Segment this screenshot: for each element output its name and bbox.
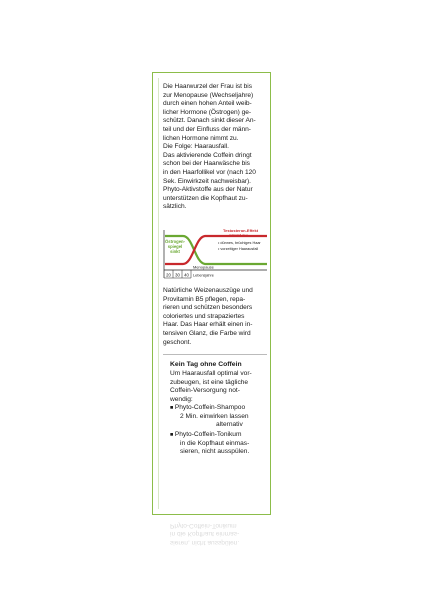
panel-fold-line (158, 78, 159, 509)
bullet-line: sieren, nicht ausspülen. (180, 448, 250, 456)
bullet-line: ■ Phyto-Coffein-Shampoo (170, 404, 246, 411)
reflection-line: in die Kopfhaut einmas- (170, 530, 240, 538)
age-30: 30 (175, 272, 180, 278)
bullet-square-icon: ■ (170, 432, 175, 438)
testosterone-title-1: Testosteron-Effekt (223, 228, 259, 233)
intro-line: Die Haarwurzel der Frau ist bis (163, 83, 252, 90)
age-unit: Lebensjahre (193, 273, 214, 278)
care-line: geschont. (163, 338, 192, 346)
intro-paragraph (163, 83, 267, 212)
effect-item-1: • dünnes, brüchiges Haar (218, 241, 261, 245)
bullet-line: in die Kopfhaut einmas- (180, 439, 250, 447)
care-line: Provitamin B5 pflegen, repa- (163, 295, 246, 303)
section-divider (163, 354, 267, 355)
hormone-chart (163, 228, 267, 280)
care-paragraph (163, 287, 267, 347)
bullet-line: 2 Min. einwirken lassen (180, 412, 249, 420)
intro-line: licher Hormone (Östrogen) ge- (163, 108, 251, 116)
usage-line: wendig: (170, 395, 193, 403)
age-20: 20 (166, 272, 171, 278)
intro-line: Das aktivierende Coffein dringt (163, 151, 252, 159)
estrogen-label-2: spiegel (167, 244, 183, 249)
usage-line: Coffein-Versorgung not- (170, 387, 240, 395)
intro-line: schützt. Danach sinkt dieser An- (163, 117, 256, 125)
intro-line: Die Folge: Haarausfall. (163, 143, 229, 151)
testosterone-title-2: nimmt zu: (229, 232, 248, 238)
intro-line: zur Menopause (Wechseljahre) (163, 91, 254, 99)
care-line: tensiven Glanz, die Farbe wird (163, 329, 251, 337)
bullet-line: ■ Phyto-Coffein-Tonikum (170, 431, 242, 438)
usage-line: Um Haarausfall optimal vor- (170, 370, 252, 377)
care-line: rieren und schützen besonders (163, 304, 253, 312)
menopause-label: Menopause (193, 264, 214, 270)
reflection-line: sieren, nicht ausspülen. (170, 538, 240, 546)
age-40: 40 (184, 272, 189, 278)
intro-line: lichen Hormone nimmt zu. (163, 134, 239, 142)
care-line: Natürliche Weizenauszüge und (163, 287, 253, 294)
usage-paragraph (170, 370, 266, 404)
estrogen-label-1: Östrogen- (164, 239, 186, 244)
intro-line: schon bei der Haarwäsche bis (163, 160, 250, 168)
intro-line: in den Haarfollikel vor (nach 120 (163, 168, 256, 176)
care-line: coloriertes und strapaziertes (163, 312, 245, 320)
bullet-line: alternativ (216, 421, 243, 429)
intro-line: Phyto-Aktivstoffe aus der Natur (163, 186, 253, 194)
section-title: Kein Tag ohne Coffein (170, 361, 242, 368)
intro-line: sätzlich. (163, 203, 187, 211)
effect-item-2: • vorzeitiger Haarausfall (218, 247, 259, 251)
usage-line: zubeugen, ist eine tägliche (170, 378, 249, 386)
intro-line: durch einen hohen Anteil weib- (163, 100, 252, 108)
intro-line: Sek. Einwirkzeit nachweisbar). (163, 177, 251, 185)
bullet-shampoo (170, 404, 249, 430)
intro-line: teil und der Einfluss der männ- (163, 125, 251, 133)
mirror-reflection (156, 520, 268, 600)
intro-line: unterstützen die Kopfhaut zu- (163, 194, 248, 202)
bullet-square-icon: ■ (170, 405, 175, 411)
reflection-line: Phyto-Coffein-Tonikum (170, 521, 237, 529)
estrogen-label-3: sinkt (170, 249, 180, 254)
care-line: Haar. Das Haar erhält einen in- (163, 321, 253, 329)
bullet-tonikum (170, 431, 249, 457)
